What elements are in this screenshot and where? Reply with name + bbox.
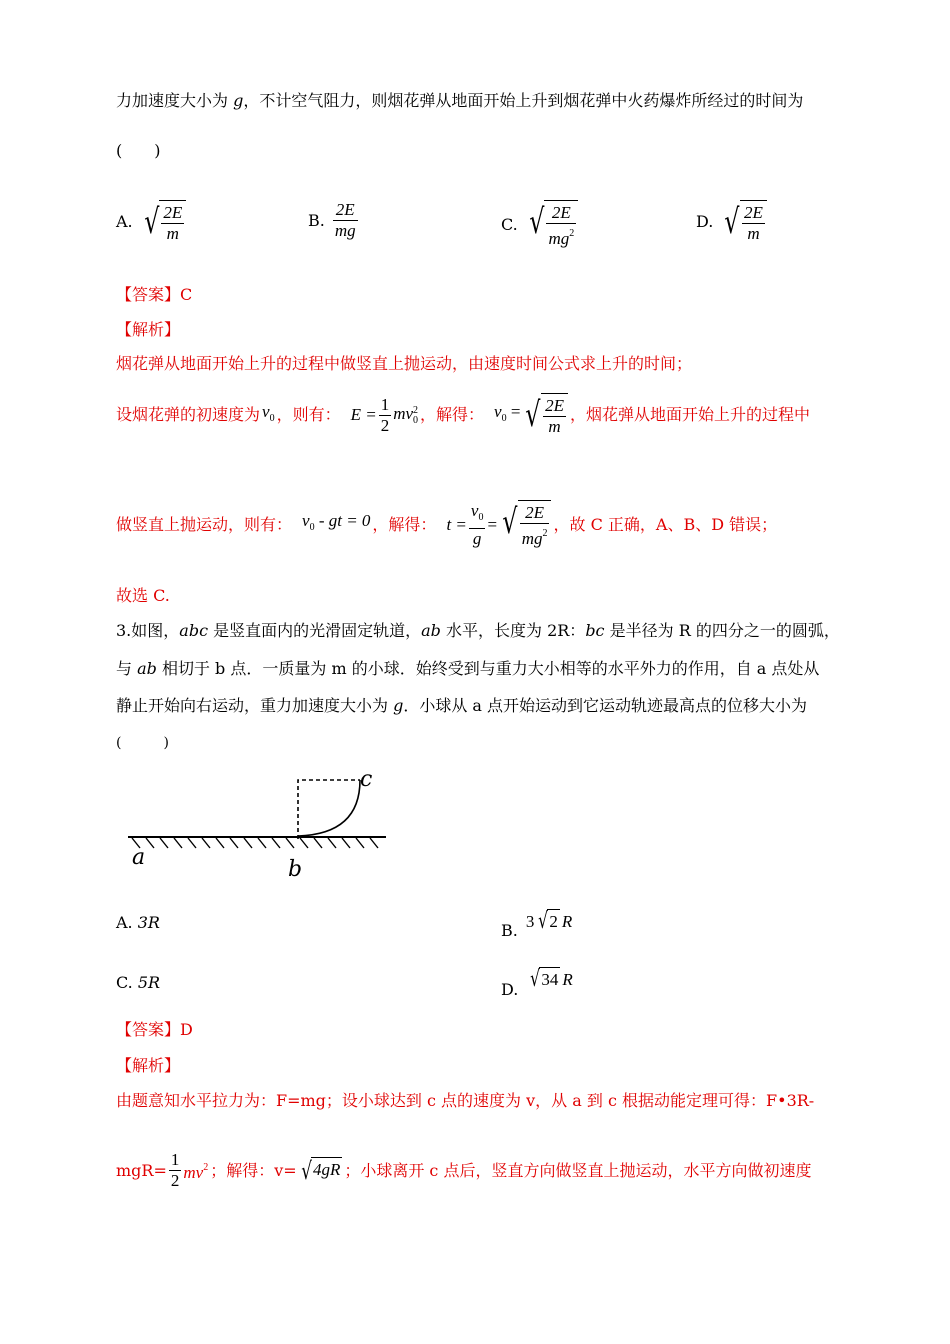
q3-option-a: A. 3R	[116, 913, 160, 932]
label-b: b	[288, 857, 303, 882]
ground-hatching	[132, 838, 378, 848]
q3-option-c: C. 5R	[116, 973, 161, 992]
q3-stem-line2: 与 ab 相切于 b 点．一质量为 m 的小球．始终受到与重力大小相等的水平外力的作用，自 a 点处从	[116, 659, 820, 678]
q2-option-d: D. √ $\frac{2E}{m}$	[696, 200, 767, 244]
q3-option-d: D. √ 34 R	[501, 967, 573, 999]
sqrt-symbol: √ $\frac{2E}{m}$	[721, 200, 767, 244]
sqrt-symbol: √ 2	[538, 909, 558, 934]
q2-analysis-line2: 设烟花弹的初速度为 $v_0$ ，则有： E = $\frac{1}{2}$ mv 2 0 ，解得： $v_0$ = √ $\frac{2E}{m}$ ，烟花弹从地面开始上升的过程中	[116, 394, 810, 436]
q2-option-a: A. √ $\frac{2E}{m}$	[116, 200, 186, 244]
q3-option-b: B. 3 √ 2 R	[501, 909, 573, 940]
q3-stem-line3: 静止开始向右运动，重力加速度大小为 g．小球从 a 点开始运动到它运动轨迹最高点的位移大小为	[116, 696, 808, 715]
label-c: c	[360, 767, 373, 792]
label-a: a	[132, 845, 146, 870]
q3-answer: 【答案】D	[116, 1020, 193, 1039]
sqrt-symbol: √ $\frac{2E}{mg^2}$	[499, 500, 551, 549]
q2-analysis-label: 【解析】	[116, 320, 181, 339]
track-diagram	[128, 764, 398, 884]
sqrt-symbol: √ 34	[530, 967, 559, 992]
q3-answer-blank: ( )	[116, 735, 169, 751]
q2-analysis-line3: 做竖直上抛运动，则有： $v_0$ - gt = 0 ，解得： t = $\frac{v_0}{g}$ = √ $\frac{2E}{mg^2}$ ，故 C 正确，A、B、D 错误；	[116, 500, 778, 548]
sqrt-symbol: √ 4gR	[300, 1156, 341, 1185]
q2-option-b: B. $\frac{2E}{mg}$	[308, 200, 356, 240]
q2-stem-line: 力加速度大小为 g，不计空气阻力，则烟花弹从地面开始上升到烟花弹中火药爆炸所经过的时间为	[116, 91, 804, 110]
sqrt-symbol: √ $\frac{2E}{mg^2}$	[526, 200, 578, 249]
q2-answer: 【答案】C	[116, 285, 193, 304]
q3-analysis-line2: mgR= $\frac{1}{2}$ $mv^2$ ；解得：v= √ 4gR ；小球离开 c 点后，竖直方向做竖直上抛运动，水平方向做初速度	[116, 1150, 812, 1190]
sqrt-symbol: √ $\frac{2E}{m}$	[522, 393, 568, 437]
q3-analysis-line1: 由题意知水平拉力为：F=mg；设小球达到 c 点的速度为 v，从 a 到 c 根据动能定理可得：F•3R-	[116, 1091, 815, 1110]
q2-answer-blank: ( )	[116, 141, 161, 160]
q2-option-c: C. √ $\frac{2E}{mg^2}$	[501, 200, 578, 249]
sqrt-symbol: √ $\frac{2E}{m}$	[141, 200, 187, 244]
q3-analysis-label: 【解析】	[116, 1056, 181, 1075]
q2-conclusion: 故选 C.	[116, 586, 170, 605]
q2-analysis-line1: 烟花弹从地面开始上升的过程中做竖直上抛运动，由速度时间公式求上升的时间；	[116, 354, 693, 373]
q3-stem-line1: 3.如图，abc 是竖直面内的光滑固定轨道，ab 水平，长度为 2R：bc 是半径为 R 的四分之一的圆弧，	[116, 621, 840, 640]
arc-bc	[298, 780, 360, 836]
